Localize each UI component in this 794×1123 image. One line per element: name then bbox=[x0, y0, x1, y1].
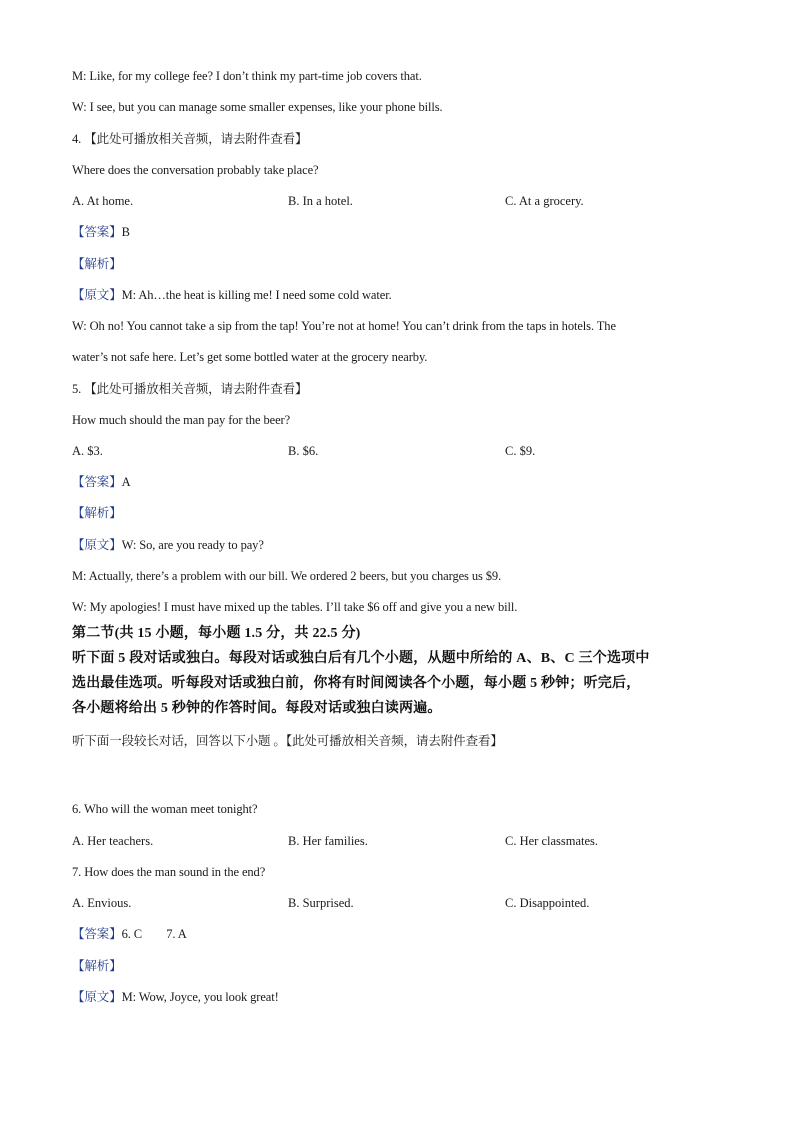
q4-answer bbox=[72, 224, 130, 240]
question-5-text: How much should the man pay for the beer? bbox=[72, 413, 291, 427]
q4-option-c: C. At a grocery. bbox=[505, 194, 584, 208]
dialogue-line: M: Actually, there’s a problem with our bill. We ordered 2 beers, but you charges us $9. bbox=[72, 569, 502, 583]
q67-transcript bbox=[72, 989, 279, 1005]
dialogue-line: W: My apologies! I must have mixed up the tables. I’ll take $6 off and give you a new bill. bbox=[72, 600, 518, 614]
question-5-header: 5. 【此处可播放相关音频，请去附件查看】 bbox=[72, 382, 308, 396]
listening-prompt: 听下面一段较长对话，回答以下小题 。【此处可播放相关音频，请去附件查看】 bbox=[72, 734, 503, 748]
transcript-text: M: Ah…the heat is killing me! I need some cold water. bbox=[121, 288, 392, 302]
question-7-text: 7. How does the man sound in the end? bbox=[72, 865, 266, 879]
transcript-tag: 【原文】 bbox=[72, 538, 122, 552]
section-2-instructions: 各小题将给出 5 秒钟的作答时间。每段对话或独白读两遍。 bbox=[72, 701, 442, 716]
dialogue-line: M: Like, for my college fee? I don’t think my part-time job covers that. bbox=[72, 69, 422, 83]
section-2-instructions: 听下面 5 段对话或独白。每段对话或独白后有几个小题，从题中所给的 A、B、C 三个选项中 bbox=[72, 651, 650, 666]
q4-analysis-tag: 【解析】 bbox=[72, 257, 122, 271]
q7-option-a: A. Envious. bbox=[72, 896, 132, 910]
transcript-tag: 【原文】 bbox=[72, 288, 122, 302]
answer-tag: 【答案】 bbox=[72, 475, 122, 489]
q7-option-c: C. Disappointed. bbox=[505, 896, 590, 910]
section-2-title: 第二节(共 15 小题，每小题 1.5 分，共 22.5 分) bbox=[72, 626, 361, 641]
q67-answer bbox=[72, 926, 187, 942]
q5-option-c: C. $9. bbox=[505, 444, 536, 458]
dialogue-line: water’s not safe here. Let’s get some bottled water at the grocery nearby. bbox=[72, 350, 428, 364]
q4-option-b: B. In a hotel. bbox=[288, 194, 353, 208]
transcript-tag: 【原文】 bbox=[72, 990, 122, 1004]
section-2-instructions: 选出最佳选项。听每段对话或独白前，你将有时间阅读各个小题，每小题 5 秒钟；听完后， bbox=[72, 676, 641, 691]
q7-option-b: B. Surprised. bbox=[288, 896, 354, 910]
answer-value: 6. C 7. A bbox=[121, 927, 187, 941]
q5-option-b: B. $6. bbox=[288, 444, 319, 458]
answer-tag: 【答案】 bbox=[72, 927, 122, 941]
question-6-text: 6. Who will the woman meet tonight? bbox=[72, 802, 258, 816]
answer-value: B bbox=[121, 225, 130, 239]
question-4-header: 4. 【此处可播放相关音频，请去附件查看】 bbox=[72, 132, 308, 146]
q67-analysis-tag: 【解析】 bbox=[72, 959, 122, 973]
dialogue-line: W: I see, but you can manage some smaller expenses, like your phone bills. bbox=[72, 100, 443, 114]
q5-transcript bbox=[72, 537, 264, 553]
q5-option-a: A. $3. bbox=[72, 444, 103, 458]
question-4-text: Where does the conversation probably take place? bbox=[72, 163, 319, 177]
transcript-text: W: So, are you ready to pay? bbox=[121, 538, 264, 552]
dialogue-line: W: Oh no! You cannot take a sip from the tap! You’re not at home! You can’t drink from the taps in hotels. The bbox=[72, 319, 616, 333]
q4-option-a: A. At home. bbox=[72, 194, 134, 208]
q6-option-a: A. Her teachers. bbox=[72, 834, 154, 848]
transcript-text: M: Wow, Joyce, you look great! bbox=[121, 990, 279, 1004]
q6-option-b: B. Her families. bbox=[288, 834, 368, 848]
q5-analysis-tag: 【解析】 bbox=[72, 506, 122, 520]
q6-option-c: C. Her classmates. bbox=[505, 834, 599, 848]
q4-transcript bbox=[72, 287, 392, 303]
answer-tag: 【答案】 bbox=[72, 225, 122, 239]
q5-answer bbox=[72, 474, 131, 490]
answer-value: A bbox=[121, 475, 131, 489]
